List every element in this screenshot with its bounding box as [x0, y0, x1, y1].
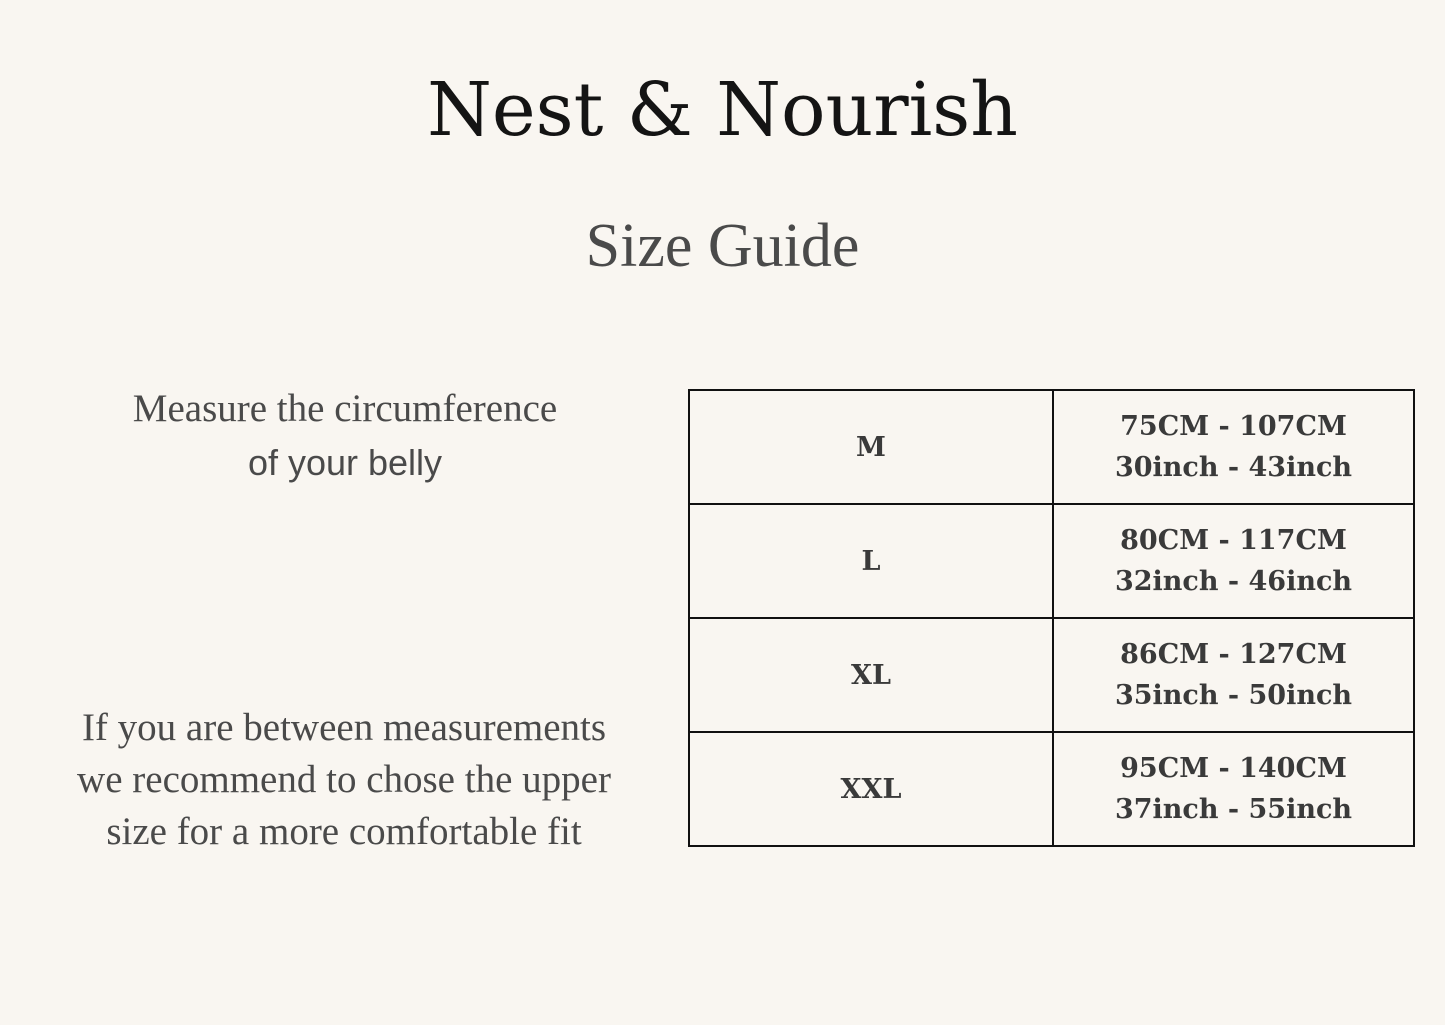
between-sizes-note-line-3: size for a more comfortable fit: [106, 810, 582, 853]
measure-instruction: [40, 382, 650, 490]
range-inch: 32inch - 46inch: [1114, 566, 1353, 597]
size-label: XXL: [689, 732, 1053, 846]
range-cm: 75CM - 107CM: [1120, 411, 1347, 442]
table-row: [689, 732, 1414, 846]
size-range: [1053, 618, 1414, 732]
table-row: [689, 618, 1414, 732]
between-sizes-note-line-1: If you are between measurements: [81, 706, 607, 749]
table-row: [689, 390, 1414, 504]
size-label: M: [689, 390, 1053, 504]
page-title: Size Guide: [585, 212, 860, 280]
size-range: [1053, 504, 1414, 618]
range-cm: 86CM - 127CM: [1120, 639, 1347, 670]
brand-title: Nest & Nourish: [427, 67, 1018, 153]
measure-instruction-line-2: of your belly: [247, 442, 443, 483]
table-row: [689, 504, 1414, 618]
measure-instruction-line-1: Measure the circumference: [132, 387, 558, 430]
range-inch: 30inch - 43inch: [1114, 452, 1353, 483]
size-range: [1053, 390, 1414, 504]
size-label: XL: [689, 618, 1053, 732]
range-cm: 95CM - 140CM: [1120, 753, 1347, 784]
between-sizes-note: [24, 702, 664, 858]
range-inch: 35inch - 50inch: [1114, 680, 1353, 711]
size-label: L: [689, 504, 1053, 618]
range-cm: 80CM - 117CM: [1120, 525, 1347, 556]
range-inch: 37inch - 55inch: [1114, 794, 1353, 825]
size-range: [1053, 732, 1414, 846]
size-table: [688, 389, 1415, 847]
between-sizes-note-line-2: we recommend to chose the upper: [77, 758, 611, 801]
